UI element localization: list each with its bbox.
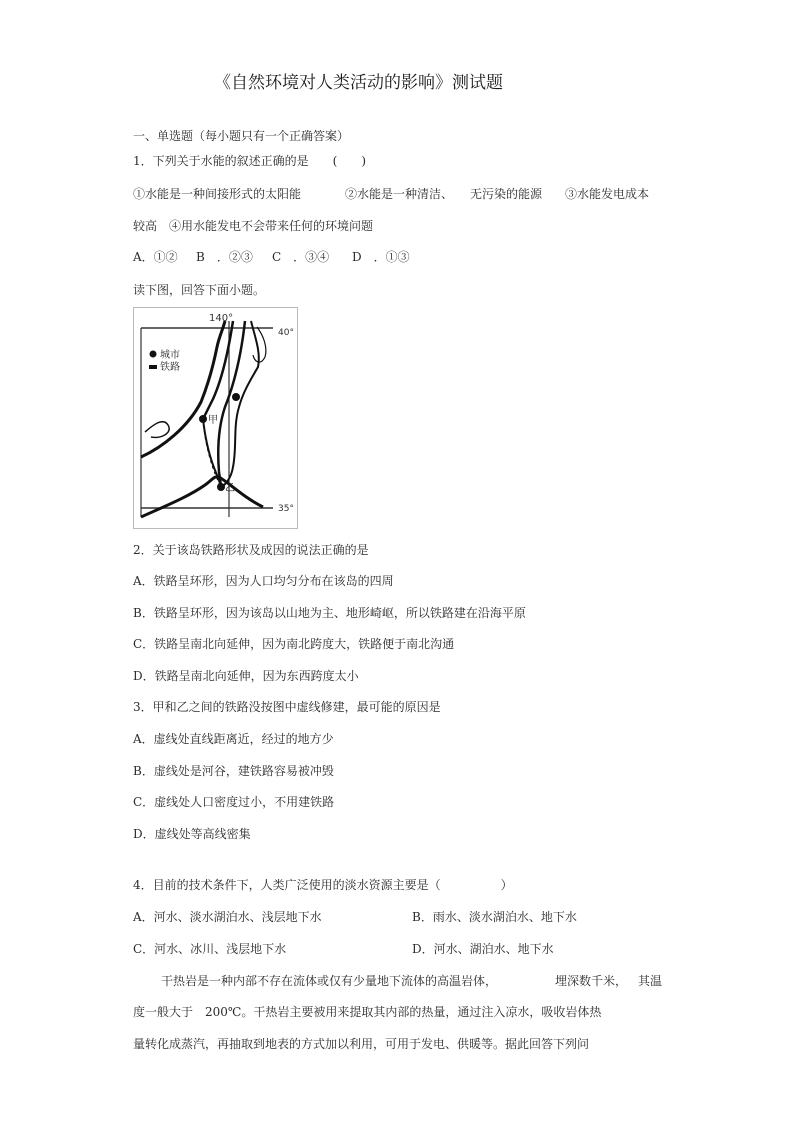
passage-line-1-b: 埋深数千米， xyxy=(555,974,628,988)
page-title: 《自然环境对人类活动的影响》测试题 xyxy=(214,73,503,93)
q3-option-c: C．虚线处人口密度过小，不用建铁路 xyxy=(133,795,335,809)
legend-railway-symbol xyxy=(149,365,157,369)
q4-option-b: B．雨水、淡水湖泊水、地下水 xyxy=(412,910,577,924)
legend-railway-label: 铁路 xyxy=(160,362,180,373)
q1-statement-3: ③水能发电成本 xyxy=(565,187,650,201)
lat-label-top: 40° xyxy=(278,328,294,338)
legend-city-symbol xyxy=(150,351,157,358)
q3-option-b: B．虚线处是河谷，建铁路容易被冲毁 xyxy=(133,764,334,778)
passage-line-2: 度一般大于 200℃。干热岩主要被用来提取其内部的热量，通过注入凉水，吸收岩体热 xyxy=(133,1005,602,1019)
q3-option-d: D．虚线处等高线密集 xyxy=(133,827,251,841)
island-railway-map xyxy=(133,307,298,529)
q1-stem: 1．下列关于水能的叙述正确的是 ( ) xyxy=(133,154,366,168)
city-yi-marker xyxy=(217,483,225,491)
q2-stem: 2．关于该岛铁路形状及成因的说法正确的是 xyxy=(133,543,369,557)
q1-option-a: A．①② xyxy=(133,250,178,264)
passage-line-1: 干热岩是一种内部不存在流体或仅有少量地下流体的高温岩体， xyxy=(161,974,498,988)
q2-option-a: A．铁路呈环形，因为人口均匀分布在该岛的四周 xyxy=(133,574,394,588)
q3-option-a: A．虚线处直线距离近，经过的地方少 xyxy=(133,732,334,746)
q1-statement-line2: 较高 ④用水能发电不会带来任何的环境问题 xyxy=(133,219,374,233)
city-jia-marker xyxy=(199,415,207,423)
q1-option-c: C ．③④ xyxy=(272,250,330,264)
q3-stem: 3．甲和乙之间的铁路没按图中虚线修建，最可能的原因是 xyxy=(133,700,441,714)
q4-option-c: C．河水、冰川、浅层地下水 xyxy=(133,942,287,956)
passage-line-3: 量转化成蒸汽，再抽取到地表的方式加以利用，可用于发电、供暖等。据此回答下列问 xyxy=(133,1037,590,1051)
lat-label-bottom: 35° xyxy=(278,504,294,514)
q1-option-d: D ．①③ xyxy=(352,250,410,264)
city-yi-label: 乙 xyxy=(225,483,235,494)
q2-option-d: D．铁路呈南北向延伸，因为东西跨度太小 xyxy=(133,669,359,683)
q1-statement-2-cont: 无污染的能源 xyxy=(470,187,543,201)
q2-option-b: B．铁路呈环形，因为该岛以山地为主、地形崎岖，所以铁路建在沿海平原 xyxy=(133,606,526,620)
read-prompt: 读下图，回答下面小题。 xyxy=(133,283,266,297)
legend-city-label: 城市 xyxy=(160,350,180,361)
q1-option-b: B ．②③ xyxy=(196,250,253,264)
lon-label: 140° xyxy=(209,313,234,324)
city-north-marker xyxy=(232,393,240,401)
city-jia-label: 甲 xyxy=(208,415,218,426)
passage-line-1-c: 其温 xyxy=(638,974,663,988)
q4-option-a: A．河水、淡水湖泊水、浅层地下水 xyxy=(133,910,322,924)
q2-option-c: C．铁路呈南北向延伸，因为南北跨度大，铁路便于南北沟通 xyxy=(133,637,455,651)
q4-option-d: D．河水、湖泊水、地下水 xyxy=(412,942,554,956)
q4-stem: 4．目前的技术条件下，人类广泛使用的淡水资源主要是（ ） xyxy=(133,878,513,892)
q1-statement-1: ①水能是一种间接形式的太阳能 xyxy=(133,187,302,201)
q1-statement-2: ②水能是一种清洁、 xyxy=(345,187,454,201)
section-heading: 一、单选题（每小题只有一个正确答案） xyxy=(133,129,350,143)
